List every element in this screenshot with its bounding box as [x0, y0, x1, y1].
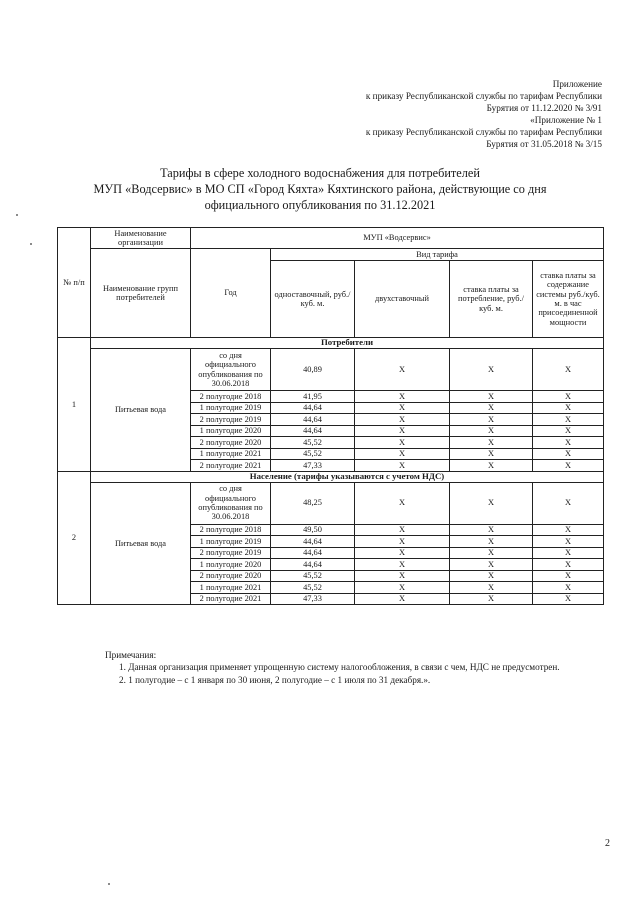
period-cell: 1 полугодие 2021 — [191, 448, 271, 460]
title-line: официального опубликования по 31.12.2021 — [204, 198, 436, 212]
header-org-name: Наименование организации — [91, 228, 191, 249]
period-cell: 1 полугодие 2020 — [191, 559, 271, 571]
one-rate-value: 44,64 — [271, 536, 355, 548]
consumption-value: Х — [450, 482, 533, 524]
row-number: 1 — [58, 338, 91, 472]
header-line: к приказу Республиканской службы по тарифам Республики — [365, 91, 602, 102]
header-line: Бурятия от 11.12.2020 № 3/91 — [486, 103, 602, 114]
consumption-value: Х — [450, 414, 533, 426]
period-cell: со дня официального опубликования по 30.06.2018 — [191, 482, 271, 524]
one-rate-value: 45,52 — [271, 437, 355, 449]
period-cell: 2 полугодие 2020 — [191, 570, 271, 582]
two-rate-value: Х — [355, 349, 450, 391]
header-line: к приказу Республиканской службы по тарифам Республики — [365, 127, 602, 138]
period-cell: 2 полугодие 2021 — [191, 593, 271, 605]
header-maintenance: ставка платы за содержание системы руб./куб. м. в час присоединенной мощности — [533, 261, 604, 338]
consumption-value: Х — [450, 448, 533, 460]
maintenance-value: Х — [533, 593, 604, 605]
consumption-value: Х — [450, 349, 533, 391]
consumption-value: Х — [450, 570, 533, 582]
one-rate-value: 44,64 — [271, 425, 355, 437]
two-rate-value: Х — [355, 391, 450, 403]
two-rate-value: Х — [355, 460, 450, 472]
one-rate-value: 44,64 — [271, 402, 355, 414]
consumption-value: Х — [450, 559, 533, 571]
two-rate-value: Х — [355, 547, 450, 559]
period-cell: 2 полугодие 2020 — [191, 437, 271, 449]
consumption-value: Х — [450, 402, 533, 414]
maintenance-value: Х — [533, 536, 604, 548]
period-cell: 2 полугодие 2018 — [191, 391, 271, 403]
one-rate-value: 48,25 — [271, 482, 355, 524]
consumption-value: Х — [450, 460, 533, 472]
header-line: Приложение — [552, 79, 602, 89]
one-rate-value: 45,52 — [271, 448, 355, 460]
maintenance-value: Х — [533, 547, 604, 559]
period-cell: 1 полугодие 2020 — [191, 425, 271, 437]
maintenance-value: Х — [533, 349, 604, 391]
period-cell: 2 полугодие 2019 — [191, 414, 271, 426]
header-one-rate: одноставочный, руб./ куб. м. — [271, 261, 355, 338]
consumption-value: Х — [450, 391, 533, 403]
two-rate-value: Х — [355, 524, 450, 536]
maintenance-value: Х — [533, 482, 604, 524]
header-tariff-type: Вид тарифа — [271, 249, 604, 261]
two-rate-value: Х — [355, 593, 450, 605]
maintenance-value: Х — [533, 460, 604, 472]
header-two-rate: двухставочный — [355, 261, 450, 338]
maintenance-value: Х — [533, 582, 604, 594]
one-rate-value: 41,95 — [271, 391, 355, 403]
document-title — [60, 165, 580, 213]
two-rate-value: Х — [355, 437, 450, 449]
two-rate-value: Х — [355, 482, 450, 524]
note-item: 2. 1 полугодие – с 1 января по 30 июня, 2 полугодие – с 1 июля по 31 декабря.». — [119, 674, 431, 685]
header-year: Год — [191, 249, 271, 338]
title-line: Тарифы в сфере холодного водоснабжения для потребителей — [160, 166, 480, 180]
org-value: МУП «Водсервис» — [191, 228, 604, 249]
consumption-value: Х — [450, 593, 533, 605]
table-row — [58, 482, 604, 524]
row-number: 2 — [58, 471, 91, 605]
consumption-value: Х — [450, 425, 533, 437]
period-cell: 2 полугодие 2021 — [191, 460, 271, 472]
maintenance-value: Х — [533, 402, 604, 414]
two-rate-value: Х — [355, 402, 450, 414]
maintenance-value: Х — [533, 570, 604, 582]
one-rate-value: 44,64 — [271, 559, 355, 571]
approval-header — [272, 78, 602, 151]
period-cell: 2 полугодие 2019 — [191, 547, 271, 559]
one-rate-value: 47,33 — [271, 460, 355, 472]
scan-speck — [16, 214, 18, 216]
page-number: 2 — [605, 838, 610, 849]
two-rate-value: Х — [355, 582, 450, 594]
one-rate-value: 47,33 — [271, 593, 355, 605]
section-title: Население (тарифы указываются с учетом НДС) — [91, 471, 604, 482]
two-rate-value: Х — [355, 559, 450, 571]
scan-speck — [30, 243, 32, 245]
period-cell: со дня официального опубликования по 30.06.2018 — [191, 349, 271, 391]
period-cell: 2 полугодие 2018 — [191, 524, 271, 536]
notes — [105, 649, 605, 686]
maintenance-value: Х — [533, 524, 604, 536]
two-rate-value: Х — [355, 536, 450, 548]
period-cell: 1 полугодие 2019 — [191, 536, 271, 548]
two-rate-value: Х — [355, 448, 450, 460]
one-rate-value: 45,52 — [271, 570, 355, 582]
consumption-value: Х — [450, 536, 533, 548]
maintenance-value: Х — [533, 437, 604, 449]
consumption-value: Х — [450, 582, 533, 594]
two-rate-value: Х — [355, 425, 450, 437]
section-title: Потребители — [91, 338, 604, 349]
scan-speck — [108, 883, 110, 885]
maintenance-value: Х — [533, 425, 604, 437]
consumption-value: Х — [450, 524, 533, 536]
consumption-value: Х — [450, 437, 533, 449]
consumer-group: Питьевая вода — [91, 482, 191, 605]
two-rate-value: Х — [355, 570, 450, 582]
two-rate-value: Х — [355, 414, 450, 426]
consumer-group: Питьевая вода — [91, 349, 191, 472]
title-line: МУП «Водсервис» в МО СП «Город Кяхта» Кяхтинского района, действующие со дня — [93, 182, 547, 196]
note-item: 1. Данная организация применяет упрощенную систему налогообложения, в связи с чем, НДС не предусмотрен. — [119, 662, 560, 673]
period-cell: 1 полугодие 2021 — [191, 582, 271, 594]
period-cell: 1 полугодие 2019 — [191, 402, 271, 414]
one-rate-value: 49,50 — [271, 524, 355, 536]
maintenance-value: Х — [533, 448, 604, 460]
header-consumption: ставка платы за потребление, руб./ куб. м. — [450, 261, 533, 338]
header-groups: Наименование групп потребителей — [91, 249, 191, 338]
one-rate-value: 44,64 — [271, 414, 355, 426]
header-line: «Приложение № 1 — [530, 115, 602, 126]
one-rate-value: 45,52 — [271, 582, 355, 594]
maintenance-value: Х — [533, 391, 604, 403]
one-rate-value: 40,89 — [271, 349, 355, 391]
maintenance-value: Х — [533, 414, 604, 426]
consumption-value: Х — [450, 547, 533, 559]
maintenance-value: Х — [533, 559, 604, 571]
tariff-table — [57, 227, 604, 605]
one-rate-value: 44,64 — [271, 547, 355, 559]
header-num: № п/п — [58, 228, 91, 338]
notes-heading: Примечания: — [105, 650, 157, 660]
table-row — [58, 349, 604, 391]
header-line: Бурятия от 31.05.2018 № 3/15 — [486, 139, 602, 150]
